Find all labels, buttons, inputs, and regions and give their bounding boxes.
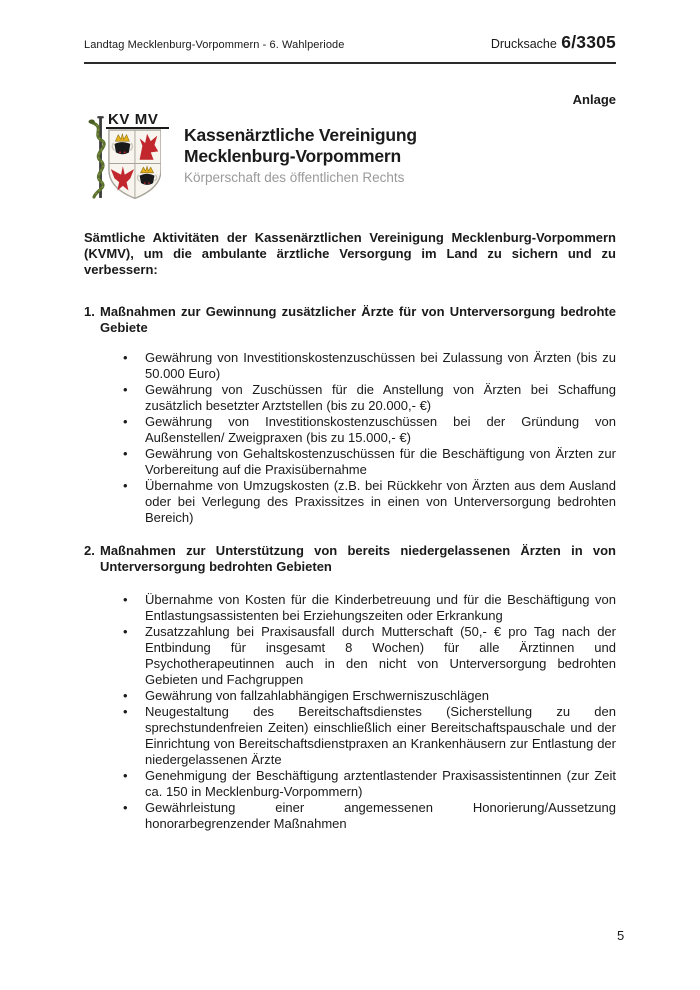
list-item: • Übernahme von Umzugskosten (z.B. bei Rückkehr von Ärzten aus dem Ausland oder bei Verlegung des Praxissitzes in einen von Unterversorgung bedrohten Bereich) xyxy=(84,478,616,526)
page-number: 5 xyxy=(617,928,625,943)
section-2-list xyxy=(84,592,616,832)
annex-label: Anlage xyxy=(572,92,616,107)
list-item: • Gewährung von Gehaltskostenzuschüssen für die Beschäftigung von Ärzten zur Vorbereitung auf die Praxisübernahme xyxy=(84,446,616,478)
list-item: • Übernahme von Kosten für die Kinderbetreuung und für die Beschäftigung von Entlastungsassistenten bei Erziehungszeiten oder Erkrankung xyxy=(84,592,616,624)
list-item: • Neugestaltung des Bereitschaftsdienstes (Sicherstellung zu den sprechstundenfreien Zeiten) einschließlich einer Bereitschaftspauschale und der Einrichtung von Bereitschaftsdienstpraxen an Krankenhäusern zur Entlastung der niedergelassenen Ärzte xyxy=(84,704,616,768)
org-name-line1: Kassenärztliche Vereinigung xyxy=(184,125,417,145)
list-item: • Genehmigung der Beschäftigung arztentlastender Praxisassistentinnen (zur Zeit ca. 150 in Mecklenburg-Vorpommern) xyxy=(84,768,616,800)
page-header xyxy=(84,32,616,53)
list-item: • Gewährung von Investitionskostenzuschüssen bei Zulassung von Ärzten (bis zu 50.000 Euro) xyxy=(84,350,616,382)
logo-abbreviation: KV MV xyxy=(106,112,169,129)
logo-text-block xyxy=(184,125,417,187)
list-item: • Gewährleistung einer angemessenen Honorierung/Aussetzung honorarbegrenzender Maßnahmen xyxy=(84,800,616,832)
section-1-title: Maßnahmen zur Gewinnung zusätzlicher Ärzte für von Unterversorgung bedrohte Gebiete xyxy=(100,304,616,335)
intro-paragraph: Sämtliche Aktivitäten der Kassenärztlichen Vereinigung Mecklenburg-Vorpommern (KVMV), um die ambulante ärztliche Versorgung im Land zu sichern und zu verbessern: xyxy=(84,230,616,277)
section-1-number: 1. xyxy=(84,304,95,319)
section-2-heading xyxy=(84,543,616,575)
section-1-list xyxy=(84,350,616,526)
org-name-line2: Mecklenburg-Vorpommern xyxy=(184,146,401,166)
section-2-number: 2. xyxy=(84,543,95,558)
doc-number: 6/3305 xyxy=(561,32,616,52)
list-item: • Gewährung von Zuschüssen für die Anstellung von Ärzten bei Schaffung zusätzlich besetzter Arztstellen (bis zu 20.000,- €) xyxy=(84,382,616,414)
section-2-title: Maßnahmen zur Unterstützung von bereits niedergelassenen Ärzten in von Unterversorgung bedrohten Gebieten xyxy=(100,543,616,574)
list-item: • Gewährung von fallzahlabhängigen Erschwerniszuschlägen xyxy=(84,688,616,704)
doc-label: Drucksache xyxy=(490,37,557,51)
list-item: • Zusatzzahlung bei Praxisausfall durch Mutterschaft (50,- € pro Tag nach der Entbindung für insgesamt 8 Wochen) für alle Ärztinnen und Psychotherapeutinnen auch in den nicht von Unterversorgung bedrohten Gebieten und Fachgruppen xyxy=(84,624,616,688)
header-document-reference xyxy=(491,32,616,53)
header-rule xyxy=(84,62,616,64)
section-1-heading xyxy=(84,304,616,336)
org-subtitle: Körperschaft des öffentlichen Rechts xyxy=(184,170,405,185)
list-item: • Gewährung von Investitionskostenzuschüssen bei der Gründung von Außenstellen/ Zweigpraxen (bis zu 15.000,- €) xyxy=(84,414,616,446)
kvmv-logo xyxy=(84,111,616,200)
header-parliament-label: Landtag Mecklenburg-Vorpommern - 6. Wahlperiode xyxy=(84,39,345,51)
